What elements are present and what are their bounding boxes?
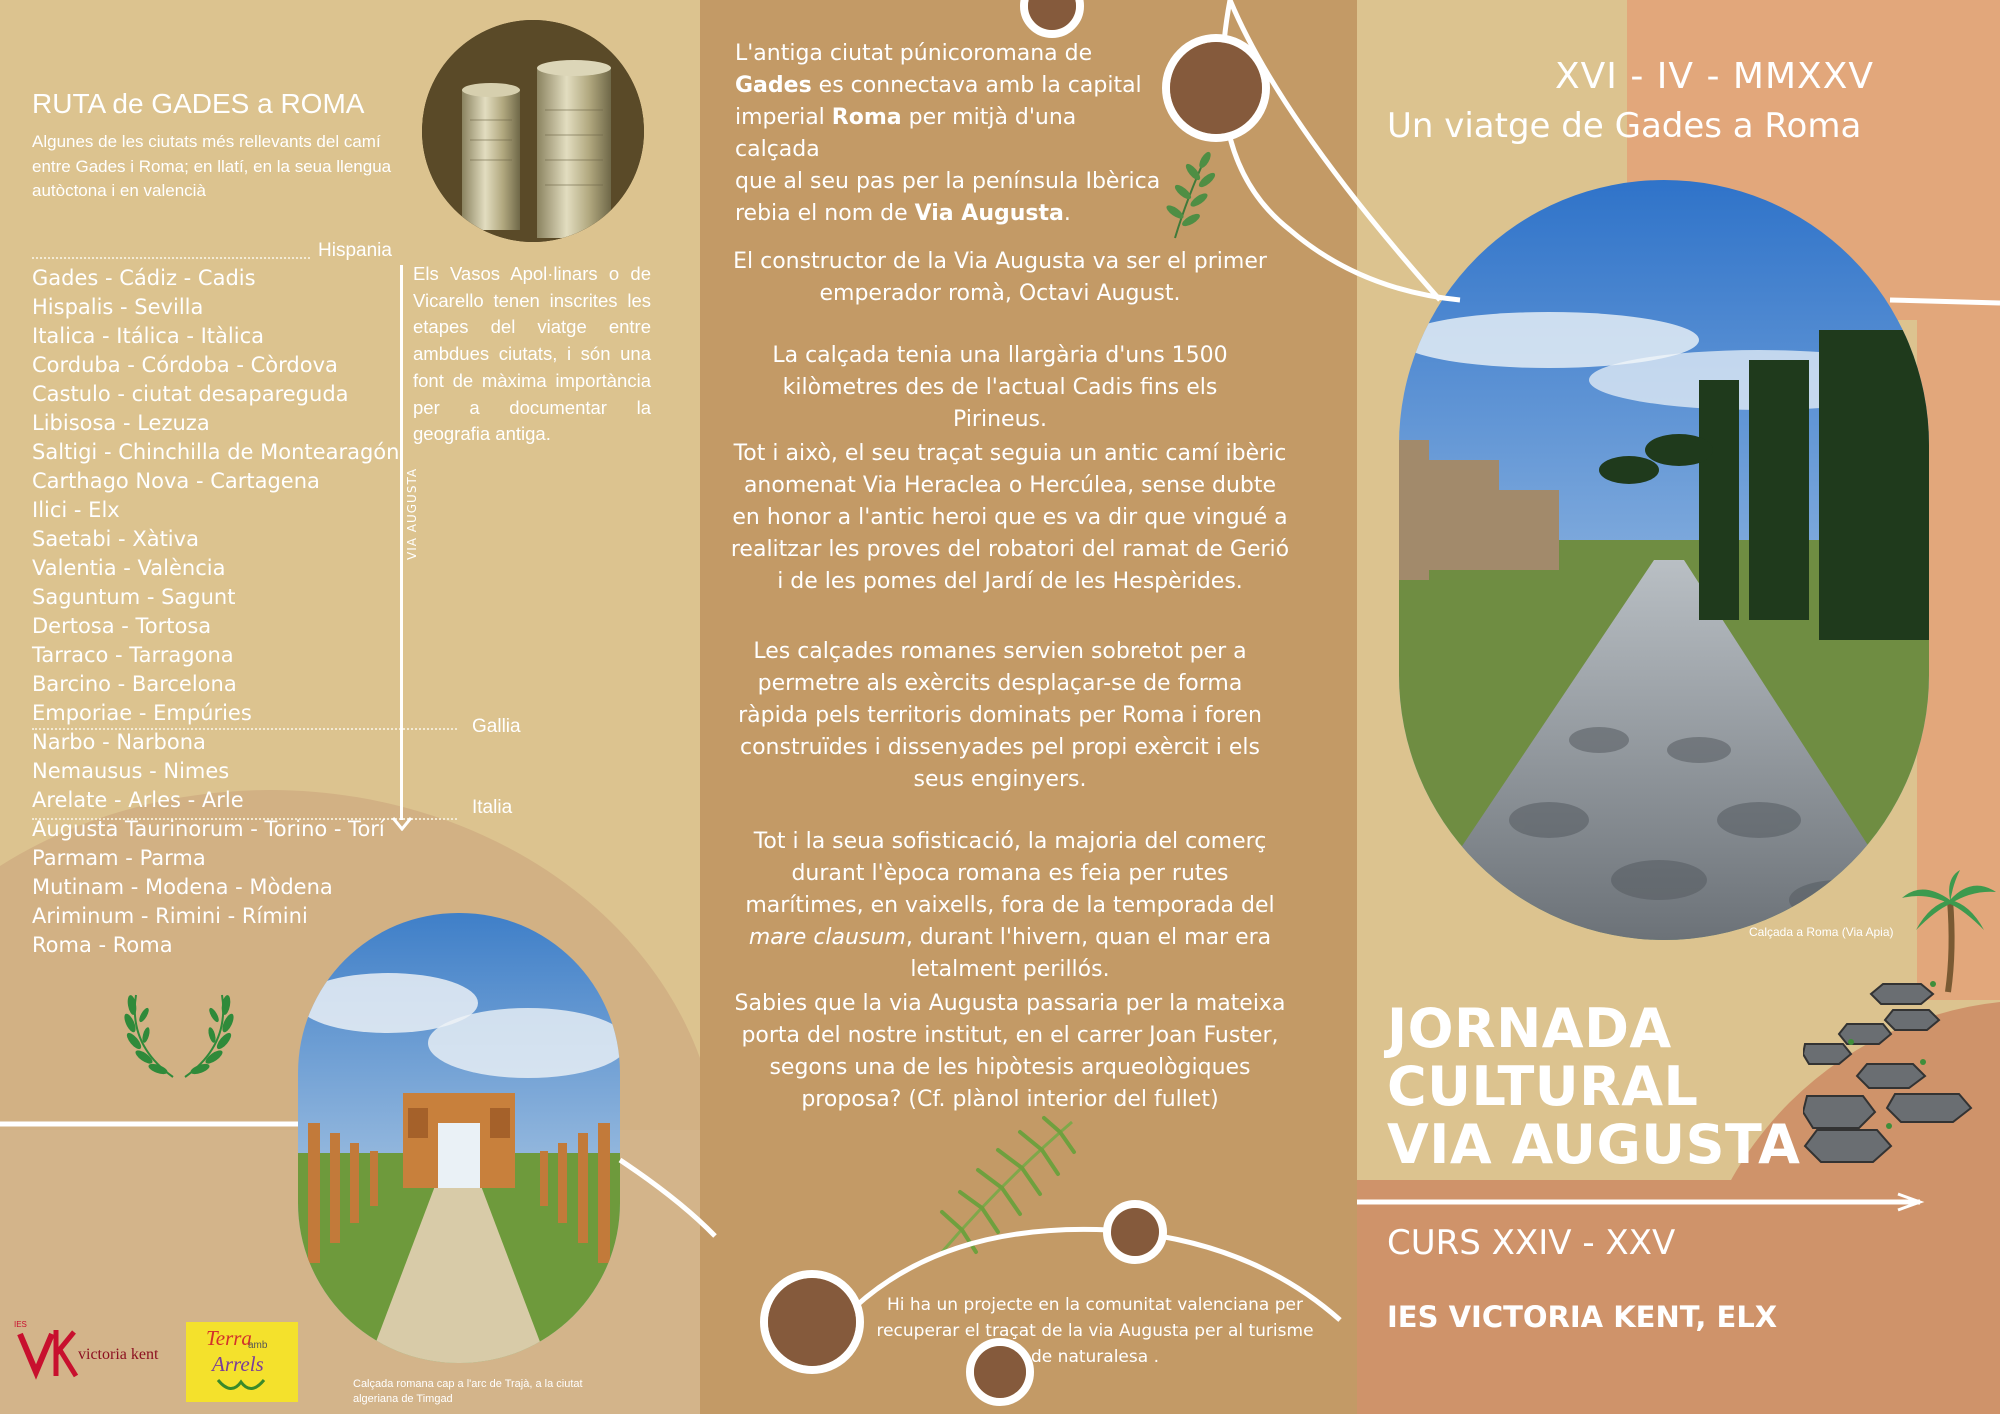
route-title: RUTA de GADES a ROMA xyxy=(32,88,365,119)
amb-text: amb xyxy=(248,1340,268,1351)
city-list xyxy=(32,264,399,960)
armies-paragraph: Les calçades romanes servien sobretot per a permetre als exèrcits desplaçar-se de forma ràpida pels territoris dominats per Roma i foren construïdes i dissenyades pel propi exèrcit i els seus enginyers. xyxy=(738,639,1262,792)
trade-paragraph: Tot i la seua sofisticació, la majoria del comerç durant l'època romana es feia per rutes marítimes, en vaixells, fora de la temporada del mare clausum, durant l'hivern, quan el mar era letalment perillós. xyxy=(745,829,1275,982)
list-item: Tarraco - Tarragona xyxy=(32,643,234,667)
list-item: Ilici - Elx xyxy=(32,498,120,522)
stepping-stones-icon xyxy=(1803,980,1993,1194)
vasos-description: Els Vasos Apol·linars o de Vicarello tenen inscrites les etapes del viatge entre ambdues ciutats, i són una font de màxima importància per a documentar la geografia antiga. xyxy=(413,263,651,445)
project-note: Hi ha un projecte en la comunitat valenciana per recuperar el traçat de la via Augusta per al turisme de naturalesa . xyxy=(876,1295,1314,1367)
laurel-wreath-icon xyxy=(118,985,240,1089)
region-label-hispania: Hispania xyxy=(318,240,392,261)
terra-amb-arrels-logo xyxy=(186,1322,298,1402)
vasos-apollinars-photo xyxy=(422,20,644,242)
region-label-gallia: Gallia xyxy=(472,716,521,737)
arrels-text: Arrels xyxy=(212,1352,264,1376)
list-item: Carthago Nova - Cartagena xyxy=(32,469,320,493)
via-augusta-vertical-label: VIA AUGUSTA xyxy=(405,467,419,560)
list-item: Barcino - Barcelona xyxy=(32,672,237,696)
course-label: CURS XXIV - XXV xyxy=(1387,1223,1676,1263)
jornada-title: JORNADA CULTURAL VIA AUGUSTA xyxy=(1387,997,1801,1176)
event-date: XVI - IV - MMXXV xyxy=(1555,56,1874,97)
list-item: Saltigi - Chinchilla de Montearagón xyxy=(32,440,400,464)
divider-hispania xyxy=(32,257,310,259)
list-item: Parmam - Parma xyxy=(32,846,206,870)
route-subtitle: Algunes de les ciutats més rellevants del camí entre Gades i Roma; en llatí, en la seua llengua autòctona i en valencià xyxy=(32,132,392,201)
list-item: Castulo - ciutat desapareguda xyxy=(32,382,349,406)
brochure-subtitle: Un viatge de Gades a Roma xyxy=(1387,106,1862,146)
left-panel xyxy=(0,0,700,1414)
institute-paragraph: Sabies que la via Augusta passaria per la mateixa porta del nostre institut, en el carrer Joan Fuster, segons una de les hipòtesis arqueològiques proposa? (Cf. plànol interior del fullet) xyxy=(734,991,1286,1112)
list-item: Augusta Taurinorum - Torino - Torí xyxy=(32,817,385,841)
terra-text: Terra xyxy=(206,1326,252,1350)
list-item: Emporiae - Empúries xyxy=(32,701,252,725)
list-item: Saguntum - Sagunt xyxy=(32,585,236,609)
ies-victoria-kent-logo xyxy=(14,1320,174,1380)
list-item: Corduba - Córdoba - Còrdova xyxy=(32,353,338,377)
list-item: Arelate - Arles - Arle xyxy=(32,788,244,812)
length-paragraph: La calçada tenia una llargària d'uns 1500 kilòmetres des de l'actual Cadis fins els Pirineus. xyxy=(772,343,1228,432)
decorative-band xyxy=(1357,1180,2000,1414)
list-item: Narbo - Narbona xyxy=(32,730,206,754)
list-item: Libisosa - Lezuza xyxy=(32,411,210,435)
list-item: Mutinam - Modena - Mòdena xyxy=(32,875,333,899)
arch-photo-caption: Calçada romana cap a l'arc de Trajà, a la ciutat algeriana de Timgad xyxy=(353,1378,583,1405)
list-item: Dertosa - Tortosa xyxy=(32,614,212,638)
region-label-italia: Italia xyxy=(472,797,513,818)
school-name: IES VICTORIA KENT, ELX xyxy=(1387,1300,1778,1334)
list-item: Hispalis - Sevilla xyxy=(32,295,204,319)
via-appia-photo xyxy=(1399,180,1929,940)
timgad-arch-photo xyxy=(298,913,620,1363)
constructor-paragraph: El constructor de la Via Augusta va ser el primer emperador romà, Octavi August. xyxy=(733,249,1267,306)
victoria-kent-text: victoria kent xyxy=(78,1346,159,1363)
list-item: Gades - Cádiz - Cadis xyxy=(32,266,256,290)
list-item: Roma - Roma xyxy=(32,933,173,957)
palm-leaf-icon xyxy=(932,1112,1082,1261)
right-panel xyxy=(1357,0,2000,1414)
list-item: Valentia - València xyxy=(32,556,226,580)
intro-paragraph: L'antiga ciutat púnicoromana de Gades es connectava amb la capital imperial Roma per mitjà d'una calçada que al seu pas per la península Ibèrica rebia el nom de Via Augusta. xyxy=(735,41,1161,226)
list-item: Nemausus - Nimes xyxy=(32,759,230,783)
list-item: Italica - Itálica - Itàlica xyxy=(32,324,264,348)
list-item: Ariminum - Rimini - Rímini xyxy=(32,904,308,928)
ies-label: IES xyxy=(14,1320,27,1329)
list-item: Saetabi - Xàtiva xyxy=(32,527,199,551)
middle-panel xyxy=(700,0,1357,1414)
road-photo-caption: Calçada a Roma (Via Apia) xyxy=(1749,925,1894,939)
olive-branch-icon xyxy=(1155,148,1225,247)
route-arrow-line xyxy=(400,265,403,820)
heraclea-paragraph: Tot i això, el seu traçat seguia un antic camí ibèric anomenat Via Heraclea o Hercúlea, sense dubte en honor a l'antic heroi que es va dir que vingué a realitzar les proves del robatori del ramat de Gerió i de les pomes del Jardí de les Hespèrides. xyxy=(730,441,1290,594)
